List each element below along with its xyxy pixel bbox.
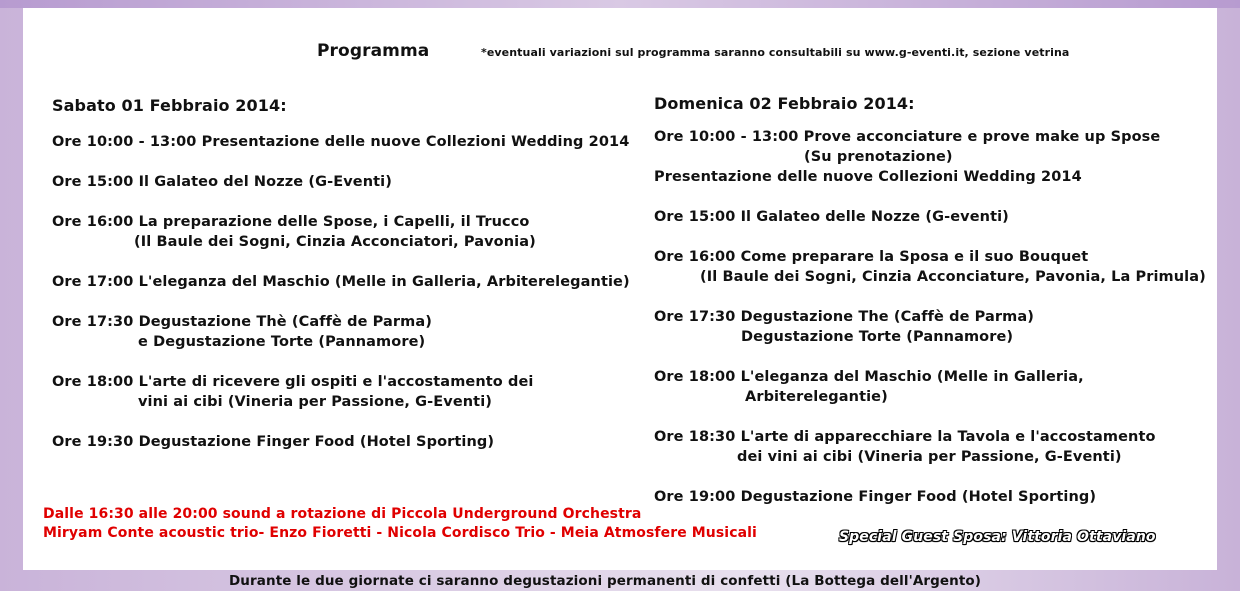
sunday-line: Ore 15:00 Il Galateo delle Nozze (G-eventi) (654, 209, 1009, 225)
saturday-line: Ore 17:30 Degustazione Thè (Caffè de Parma) (52, 314, 432, 330)
program-title: Programma (317, 41, 430, 61)
saturday-line: Ore 17:00 L'eleganza del Maschio (Melle in Galleria, Arbiterelegantie) (52, 274, 630, 290)
sunday-line: Ore 19:00 Degustazione Finger Food (Hotel Sporting) (654, 489, 1097, 505)
saturday-line: e Degustazione Torte (Pannamore) (138, 334, 426, 350)
sunday-line: Presentazione delle nuove Collezioni Wedding 2014 (654, 169, 1082, 185)
special-guest: Special Guest Sposa: Vittoria Ottaviano (839, 529, 1156, 545)
saturday-line: Ore 19:30 Degustazione Finger Food (Hotel Sporting) (52, 434, 495, 450)
program-sheet (23, 8, 1217, 570)
sunday-line: (Il Baule dei Sogni, Cinzia Acconciature, Pavonia, La Primula) (700, 269, 1206, 285)
saturday-line: Ore 10:00 - 13:00 Presentazione delle nuove Collezioni Wedding 2014 (52, 134, 630, 150)
sunday-line: Ore 18:30 L'arte di apparecchiare la Tavola e l'accostamento (654, 429, 1156, 445)
sunday-line: Ore 16:00 Come preparare la Sposa e il suo Bouquet (654, 249, 1089, 265)
sunday-line: dei vini ai cibi (Vineria per Passione, G-Eventi) (737, 449, 1122, 465)
saturday-line: vini ai cibi (Vineria per Passione, G-Eventi) (138, 394, 493, 410)
footer-note: Durante le due giornate ci saranno degustazioni permanenti di confetti (La Bottega dell'Argento) (229, 573, 982, 589)
saturday-line: Ore 16:00 La preparazione delle Spose, i Capelli, il Trucco (52, 214, 530, 230)
saturday-line: Ore 15:00 Il Galateo del Nozze (G-Eventi) (52, 174, 392, 190)
saturday-line: (Il Baule dei Sogni, Cinzia Acconciatori, Pavonia) (134, 234, 536, 250)
sunday-line: (Su prenotazione) (804, 149, 953, 165)
sunday-line: Arbiterelegantie) (745, 389, 888, 405)
sunday-line: Ore 18:00 L'eleganza del Maschio (Melle in Galleria, (654, 369, 1084, 385)
saturday-line: Ore 18:00 L'arte di ricevere gli ospiti e l'accostamento dei (52, 374, 534, 390)
sunday-line: Ore 10:00 - 13:00 Prove acconciature e prove make up Spose (654, 129, 1161, 145)
sunday-line: Ore 17:30 Degustazione The (Caffè de Parma) (654, 309, 1034, 325)
music-line: Miryam Conte acoustic trio- Enzo Fioretti - Nicola Cordisco Trio - Meia Atmosfere Musicali (43, 525, 757, 541)
saturday-title: Sabato 01 Febbraio 2014: (52, 96, 287, 115)
program-note: *eventuali variazioni sul programma saranno consultabili su www.g-eventi.it, sezione vetrina (481, 46, 1070, 59)
music-line: Dalle 16:30 alle 20:00 sound a rotazione di Piccola Underground Orchestra (43, 506, 642, 522)
sunday-title: Domenica 02 Febbraio 2014: (654, 94, 915, 113)
frame-top (0, 0, 1240, 8)
sunday-line: Degustazione Torte (Pannamore) (741, 329, 1014, 345)
